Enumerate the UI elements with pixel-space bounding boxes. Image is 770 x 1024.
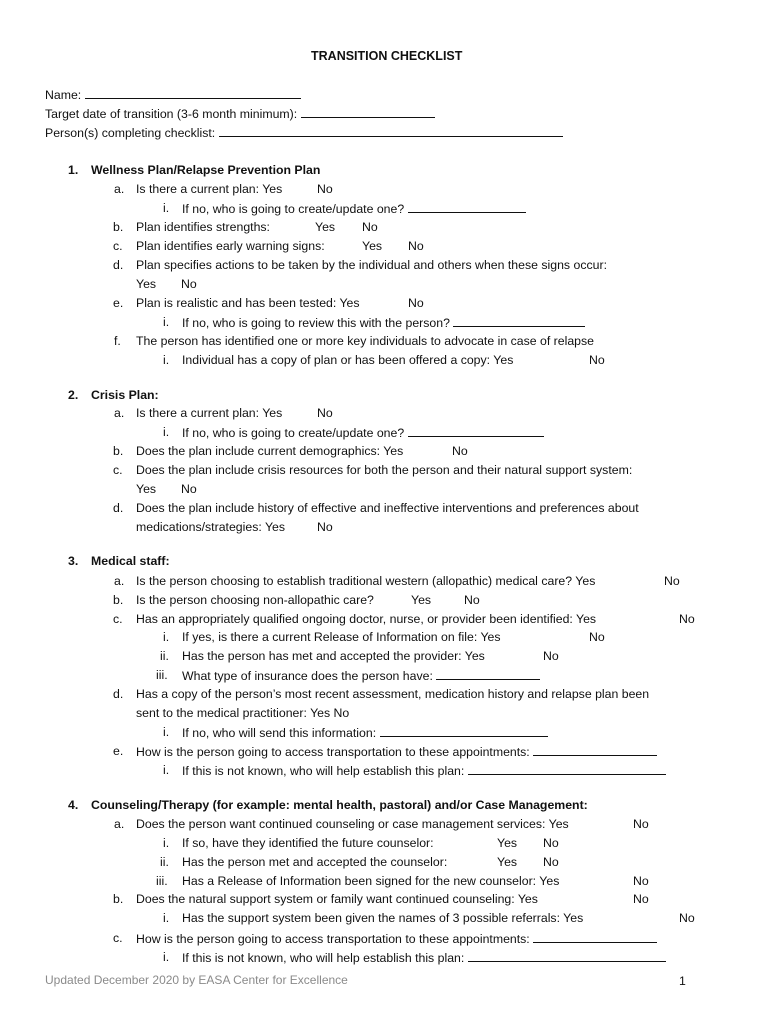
section-2-number: 2. [68,388,79,402]
target-date-row [45,105,435,122]
s2-d-question: Does the plan include history of effective and ineffective interventions and preferences about [136,501,639,515]
s3-a-question: Is the person choosing to establish traditional western (allopathic) medical care? Yes [136,574,596,588]
no-option[interactable]: No [679,911,695,925]
s3-e-field[interactable] [533,743,657,756]
persons-label: Person(s) completing checklist: [45,126,216,140]
no-option[interactable]: No [589,630,605,644]
s3-b-question: Is the person choosing non-allopathic care? [136,593,374,607]
no-option[interactable]: No [317,406,333,420]
no-option[interactable]: No [317,182,333,196]
s1-f-i-question: Individual has a copy of plan or has been offered a copy: Yes [182,353,514,367]
s1-d-question: Plan specifies actions to be taken by the individual and others when these signs occur: [136,258,607,272]
s3-e-row [136,743,657,760]
s2-a-i-field[interactable] [408,424,544,437]
section-1-heading: Wellness Plan/Relapse Prevention Plan [91,163,321,177]
marker: c. [113,463,123,477]
marker: ii. [160,855,169,869]
no-option[interactable]: No [679,612,695,626]
no-option[interactable]: No [543,855,559,869]
marker: b. [113,444,124,458]
s4-a-question: Does the person want continued counseling or case management services: Yes [136,817,569,831]
yes-option[interactable]: Yes [497,836,518,850]
section-3-number: 3. [68,554,79,568]
s3-d-question: Has a copy of the person’s most recent assessment, medication history and relapse plan been [136,687,650,701]
marker: b. [113,593,124,607]
s1-e-i-row [182,314,585,331]
s3-c-question: Has an appropriately qualified ongoing doctor, nurse, or provider been identified: Yes [136,612,597,626]
s4-a-iii-question: Has a Release of Information been signed for the new counselor: Yes [182,874,560,888]
section-1-number: 1. [68,163,79,177]
s2-a-question: Is there a current plan: Yes [136,406,283,420]
target-date-label: Target date of transition (3-6 month minimum): [45,107,298,121]
marker: i. [163,763,170,777]
footer-text: Updated December 2020 by EASA Center for Excellence [45,973,348,987]
marker: b. [113,220,124,234]
no-option[interactable]: No [633,817,649,831]
marker: c. [113,239,123,253]
yes-option[interactable]: Yes [136,482,157,496]
marker: i. [163,201,170,215]
marker: b. [113,892,124,906]
no-option[interactable]: No [408,296,424,310]
s1-f-question: The person has identified one or more key individuals to advocate in case of relapse [136,334,594,348]
s3-c-iii-question: What type of insurance does the person have: [182,669,433,683]
s3-d-i-question: If no, who will send this information: [182,726,377,740]
no-option[interactable]: No [589,353,605,367]
yes-option[interactable]: Yes [136,277,157,291]
s3-e-i-question: If this is not known, who will help establish this plan: [182,764,465,778]
persons-field[interactable] [219,124,563,137]
s4-a-ii-question: Has the person met and accepted the counselor: [182,855,448,869]
s4-b-i-question: Has the support system been given the names of 3 possible referrals: Yes [182,911,584,925]
s2-b-question: Does the plan include current demographics: Yes [136,444,404,458]
marker: ii. [160,649,169,663]
s1-a-i-field[interactable] [408,200,526,213]
no-option[interactable]: No [181,277,197,291]
s1-e-i-question: If no, who is going to review this with the person? [182,316,450,330]
s2-c-question: Does the plan include crisis resources for both the person and their natural support system: [136,463,633,477]
marker: iii. [156,668,168,682]
no-option[interactable]: No [317,520,333,534]
s2-a-i-row [182,424,544,441]
s3-d-i-row [182,724,548,741]
marker: i. [163,950,170,964]
persons-row [45,124,563,141]
s3-c-i-question: If yes, is there a current Release of Information on file: Yes [182,630,501,644]
no-option[interactable]: No [181,482,197,496]
marker: i. [163,315,170,329]
marker: a. [114,817,125,831]
s2-a-i-question: If no, who is going to create/update one? [182,426,405,440]
no-option[interactable]: No [362,220,378,234]
marker: i. [163,353,170,367]
section-2-heading: Crisis Plan: [91,388,159,402]
marker: f. [114,334,121,348]
insurance-field[interactable] [436,667,540,680]
marker: d. [113,258,124,272]
s1-a-i-question: If no, who is going to create/update one? [182,202,405,216]
marker: c. [113,612,123,626]
target-date-field[interactable] [301,105,435,118]
no-option[interactable]: No [664,574,680,588]
s3-c-iii-row [182,667,540,684]
marker: i. [163,836,170,850]
no-option[interactable]: No [543,649,559,663]
marker: d. [113,687,124,701]
s4-b-question: Does the natural support system or family want continued counseling: Yes [136,892,538,906]
marker: i. [163,911,170,925]
name-label: Name: [45,88,82,102]
s3-d-question-cont: sent to the medical practitioner: Yes No [136,706,350,720]
s3-c-ii-question: Has the person has met and accepted the provider: Yes [182,649,485,663]
s3-e-i-field[interactable] [468,762,666,775]
marker: i. [163,725,170,739]
s4-c-i-field[interactable] [468,949,666,962]
page-title: TRANSITION CHECKLIST [311,49,463,63]
marker: a. [114,182,125,196]
s4-c-question: How is the person going to access transportation to these appointments: [136,932,530,946]
marker: e. [113,296,124,310]
name-field-row [45,86,301,103]
name-field[interactable] [85,86,301,99]
section-4-heading: Counseling/Therapy (for example: mental health, pastoral) and/or Case Management: [91,798,588,812]
s1-a-question: Is there a current plan: Yes [136,182,283,196]
s1-a-i-row [182,200,526,217]
yes-option[interactable]: Yes [315,220,336,234]
s4-c-field[interactable] [533,930,657,943]
marker: iii. [156,874,168,888]
page-number: 1 [679,974,686,988]
no-option[interactable]: No [633,874,649,888]
no-option[interactable]: No [408,239,424,253]
no-option[interactable]: No [633,892,649,906]
section-3-heading: Medical staff: [91,554,170,568]
s2-d-question-cont: medications/strategies: Yes [136,520,286,534]
marker: a. [114,574,125,588]
marker: c. [113,931,123,945]
marker: i. [163,630,170,644]
s1-c-question: Plan identifies early warning signs: [136,239,325,253]
s3-e-i-row [182,762,666,779]
s3-e-question: How is the person going to access transportation to these appointments: [136,745,530,759]
s4-c-i-question: If this is not known, who will help establish this plan: [182,951,465,965]
marker: a. [114,406,125,420]
yes-option[interactable]: Yes [362,239,383,253]
s1-e-i-field[interactable] [453,314,585,327]
s1-e-question: Plan is realistic and has been tested: Yes [136,296,360,310]
no-option[interactable]: No [464,593,480,607]
section-4-number: 4. [68,798,79,812]
no-option[interactable]: No [452,444,468,458]
marker: i. [163,425,170,439]
s4-a-i-question: If so, have they identified the future counselor: [182,836,434,850]
no-option[interactable]: No [543,836,559,850]
s3-d-i-field[interactable] [380,724,548,737]
yes-option[interactable]: Yes [411,593,432,607]
s4-c-row [136,930,657,947]
yes-option[interactable]: Yes [497,855,518,869]
s4-c-i-row [182,949,666,966]
marker: d. [113,501,124,515]
marker: e. [113,744,124,758]
s1-b-question: Plan identifies strengths: [136,220,270,234]
